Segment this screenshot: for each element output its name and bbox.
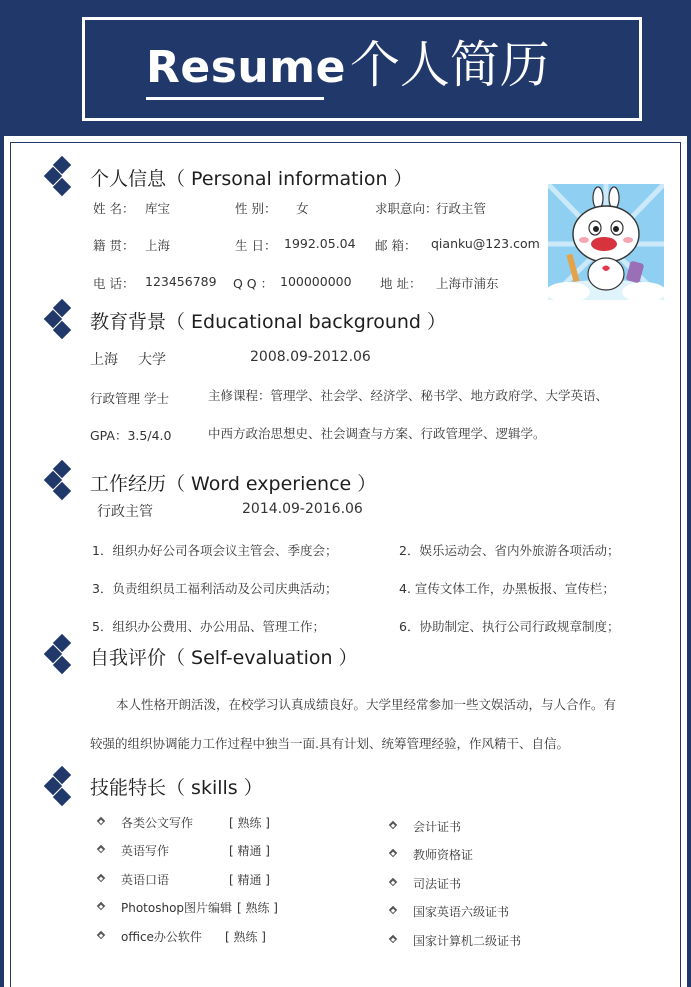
email-value: qianku@123.com (431, 236, 540, 251)
certificate: 国家英语六级证书 (413, 905, 510, 919)
degree: 行政管理 学士 (90, 391, 169, 406)
address-label: 地 址： (380, 276, 422, 291)
skill-level: [ 精通 ] (229, 873, 270, 887)
work-position: 行政主管 (97, 504, 153, 520)
section-title-education: 教育背景（ Educational background ） (90, 311, 447, 333)
section-title-work: 工作经历（ Word experience ） (90, 473, 377, 495)
gender-value: 女 (296, 201, 309, 216)
intent-label: 求职意向： (375, 201, 438, 216)
title-underline (146, 97, 324, 100)
skill-level: [ 熟练 ] (225, 930, 266, 944)
diamond-cluster-icon (44, 460, 76, 502)
school-name: 上海 大学 (90, 352, 166, 368)
section-title-personal: 个人信息（ Personal information ） (90, 168, 413, 190)
section-title-skills: 技能特长（ skills ） (90, 777, 263, 799)
certificate: 司法证书 (413, 877, 462, 891)
avatar (548, 184, 664, 300)
work-item: 5．组织办公费用、办公用品、管理工作； (92, 619, 325, 634)
work-item: 6．协助制定、执行公司行政规章制度； (399, 619, 620, 634)
phone-value: 123456789 (145, 274, 217, 289)
skill-level: [ 精通 ] (229, 844, 270, 858)
phone-label: 电 话： (93, 276, 135, 291)
certificate: 国家计算机二级证书 (413, 934, 522, 948)
address-value: 上海市浦东 (436, 276, 499, 291)
gpa: GPA：3.5/4.0 (90, 428, 172, 443)
birth-value: 1992.05.04 (284, 236, 356, 251)
section-title-self: 自我评价（ Self-evaluation ） (90, 647, 358, 669)
skill-name: 各类公文写作 (121, 816, 194, 830)
email-label: 邮 箱： (375, 238, 417, 253)
qq-label: Q Q ： (233, 276, 274, 291)
skill-name: office办公软件 (121, 930, 202, 944)
work-item: 1．组织办好公司各项会议主管会、季度会； (92, 543, 338, 558)
work-item: 2．娱乐运动会、省内外旅游各项活动； (399, 543, 620, 558)
skill-name: Photoshop图片编辑 (121, 901, 233, 915)
origin-label: 籍 贯： (93, 238, 135, 253)
work-item: 4. 宣传文体工作，办黑板报、宣传栏； (399, 581, 615, 596)
certificate: 会计证书 (413, 820, 462, 834)
diamond-cluster-icon (44, 299, 76, 341)
name-label: 姓 名： (93, 201, 135, 216)
qq-value: 100000000 (280, 274, 352, 289)
birth-label: 生 日： (235, 238, 277, 253)
name-value: 库宝 (145, 201, 171, 216)
intent-value: 行政主管 (436, 201, 487, 216)
skill-name: 英语口语 (121, 873, 170, 887)
courses-line-1: 主修课程：管理学、社会学、经济学、秘书学、地方政府学、大学英语、 (208, 388, 609, 403)
diamond-cluster-icon (44, 634, 76, 676)
certificate: 教师资格证 (413, 848, 474, 862)
courses-line-2: 中西方政治思想史、社会调查与方案、行政管理学、逻辑学。 (208, 426, 546, 441)
diamond-cluster-icon (44, 156, 76, 198)
title-chinese: 个人简历 (349, 36, 550, 94)
title-english: Resume (146, 42, 346, 93)
skill-name: 英语写作 (121, 844, 170, 858)
skill-level: [ 熟练 ] (229, 816, 270, 830)
work-period: 2014.09-2016.06 (242, 501, 363, 517)
page-title (146, 36, 550, 94)
self-eval-line-1: 本人性格开朗活泼，在校学习认真成绩良好。大学里经常参加一些文娱活动，与人合作。有 (116, 697, 617, 712)
gender-label: 性 别： (235, 201, 277, 216)
education-period: 2008.09-2012.06 (250, 349, 371, 365)
origin-value: 上海 (145, 238, 171, 253)
diamond-cluster-icon (44, 766, 76, 808)
self-eval-line-2: 较强的组织协调能力工作过程中独当一面.具有计划、统筹管理经验，作风精干、自信。 (90, 736, 569, 751)
skill-level: [ 熟练 ] (237, 901, 278, 915)
work-item: 3．负责组织员工福利活动及公司庆典活动； (92, 581, 338, 596)
